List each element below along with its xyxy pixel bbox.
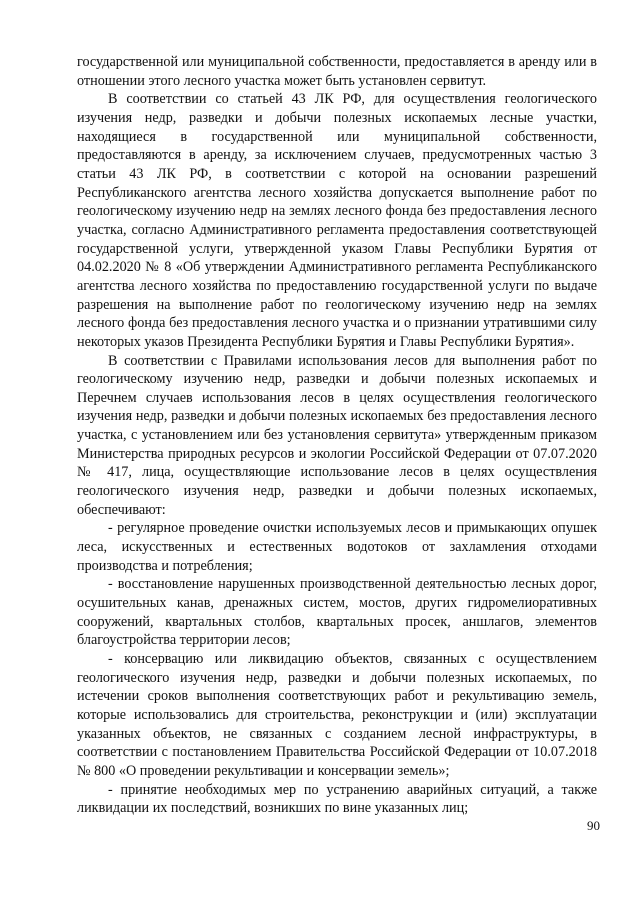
- list-item-emergency: - принятие необходимых мер по устранению аварийных ситуаций, а также ликвидации их последствий, возникших по вине указанных лиц;: [77, 781, 597, 817]
- page-number: 90: [587, 818, 600, 833]
- paragraph-continuation: государственной или муниципальной собственности, предоставляется в аренду или в отношении этого лесного участка может быть установлен сервитут.: [77, 54, 597, 89]
- paragraph-forest-use-rules: В соответствии с Правилами использования лесов для выполнения работ по геологическому изучению недр, разведки и добычи полезных ископаемых и Перечнем случаев использования лесов в целях осуществления геологического изучения недр, разведки и добычи полезных ископаемых без предоставления лесного участка, с установлением или без установления сервитута» утвержденным приказом Министерства природных ресурсов и экологии Российской Федерации от 07.07.2020 № 417, лица, осуществляющие использование лесов в целях осуществления геологического изучения недр, разведки и добычи полезных ископаемых, обеспечивают:: [77, 352, 597, 518]
- list-item-cleaning: - регулярное проведение очистки используемых лесов и примыкающих опушек леса, искусственных и естественных водотоков от захламления отходами производства и потребления;: [77, 520, 597, 574]
- document-body: [77, 53, 597, 818]
- list-item-restoration: - восстановление нарушенных производственной деятельностью лесных дорог, осушительных канав, дренажных систем, мостов, других гидромелиоративных сооружений, квартальных столбов, квартальных просек, аншлагов, элементов благоустройства территории лесов;: [77, 576, 597, 649]
- list-item-conservation: - консервацию или ликвидацию объектов, связанных с осуществлением геологического изучения недр, разведки и добычи полезных ископаемых, по истечении сроков выполнения соответствующих работ и рекультивацию земель, которые использовались для строительства, реконструкции и (или) эксплуатации указанных объектов, не связанных с созданием лесной инфраструктуры, в соответствии с постановлением Правительства Российской Федерации от 10.07.2018 № 800 «О проведении рекультивации и консервации земель»;: [77, 651, 597, 779]
- paragraph-article-43: В соответствии со статьей 43 ЛК РФ, для осуществления геологического изучения недр, разведки и добычи полезных ископаемых лесные участки, находящиеся в государственной или муниципальной собственности, предоставляются в аренду, за исключением случаев, предусмотренных частью 3 статьи 43 ЛК РФ, в соответствии с которой на основании разрешений Республиканского агентства лесного хозяйства допускается выполнение работ по геологическому изучению недр на землях лесного фонда без предоставления лесного участка, согласно Административного регламента предоставления соответствующей государственной услуги, утвержденной указом Главы Республики Бурятия от 04.02.2020 № 8 «Об утверждении Административного регламента Республиканского агентства лесного хозяйства по предоставлению государственной услуги по выдаче разрешения на выполнение работ по геологическому изучению недр на землях лесного фонда без предоставления лесного участка и о признании утратившими силу некоторых указов Президента Республики Бурятия и Главы Республики Бурятия».: [77, 91, 597, 350]
